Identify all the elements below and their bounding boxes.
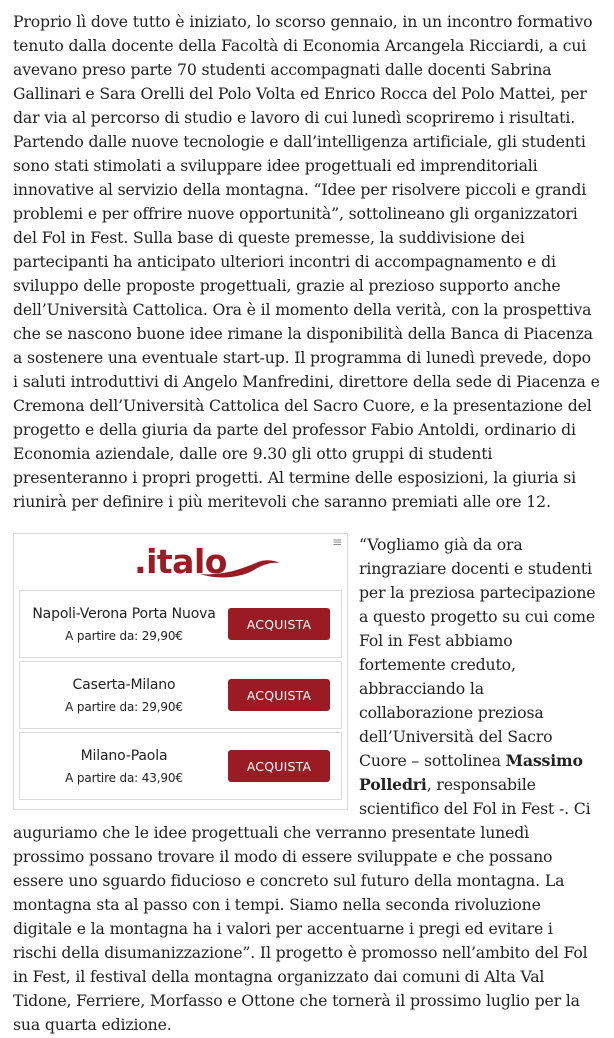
ad-offer-1 — [19, 590, 342, 658]
offer-route: Caserta-Milano — [72, 676, 176, 693]
italo-logo-text: .italo — [134, 542, 227, 581]
offer-price: A partire da: 43,90€ — [65, 770, 183, 785]
person-name: Massimo Polledri — [359, 751, 583, 794]
offer-price: A partire da: 29,90€ — [65, 699, 183, 714]
buy-button[interactable]: ACQUISTA — [228, 750, 330, 782]
ad-offer-2 — [19, 661, 342, 729]
quote-text-end: , responsabile scientifico del Fol in Fest -. Ci auguriamo che le idee progettuali che verranno presentate lunedì prossimo possano trovare il modo di essere sviluppate e che possano essere uno sguardo fiducioso e concreto sul futuro della montagna. La montagna sta al passo con i tempi. Siamo nella seconda rivoluzione digitale e la montagna ha i valori per accentuarne i pregi ed evitare i rischi della disumanizzazione”. Il progetto è promosso nell’ambito del Fol in Fest, il festival della montagna organizzato dai comuni di Alta Val Tidone, Ferriere, Morfasso e Ottone che tornerà il prossimo luglio per la sua quarta edizione. — [13, 775, 591, 1034]
buy-button[interactable]: ACQUISTA — [228, 679, 330, 711]
quote-text-start: “Vogliamo già da ora ringraziare docenti e studenti per la preziosa partecipazione a questo progetto su cui come Fol in Fest abbiamo fortemente creduto, abbracciando la collaborazione preziosa dell’Università del Sacro Cuore – sottolinea — [359, 535, 596, 770]
buy-button[interactable]: ACQUISTA — [228, 608, 330, 640]
offer-price: A partire da: 29,90€ — [65, 628, 183, 643]
italo-logo[interactable] — [14, 534, 347, 590]
offer-route: Napoli-Verona Porta Nuova — [32, 605, 216, 622]
italo-ad-banner[interactable] — [13, 533, 348, 810]
italo-swoosh-icon — [196, 556, 282, 582]
ad-menu-icon[interactable]: ≡ — [332, 535, 342, 549]
article-paragraph-1: Proprio lì dove tutto è iniziato, lo scorso gennaio, in un incontro formativo tenuto dalla docente della Facoltà di Economia Arcangela Ricciardi, a cui avevano preso parte 70 studenti accompagnati dalle docenti Sabrina Gallinari e Sara Orelli del Polo Volta ed Enrico Rocca del Polo Mattei, per dar via al percorso di studio e lavoro di cui lunedì scopriremo i risultati. Partendo dalle nuove tecnologie e dall’intelligenza artificiale, gli studenti sono stati stimolati a sviluppare idee progettuali ed imprenditoriali innovative al servizio della montagna. “Idee per risolvere piccoli e grandi problemi e per offrire nuove opportunità”, sottolineano gli organizzatori del Fol in Fest. Sulla base di queste premesse, la suddivisione dei partecipanti ha anticipato ulteriori incontri di accompagnamento e di sviluppo delle proposte progettuali, grazie al prezioso supporto anche dell’Università Cattolica. Ora è il momento della verità, con la prospettiva che se nascono buone idee rimane la disponibilità della Banca di Piacenza a sostenere una eventuale start-up. Il programma di lunedì prevede, dopo i saluti introduttivi di Angelo Manfredini, direttore della sede di Piacenza e Cremona dell’Università Cattolica del Sacro Cuore, e la presentazione del progetto e della giuria da parte del professor Fabio Antoldi, ordinario di Economia aziendale, dalle ore 9.30 gli otto gruppi di studenti presenteranno i propri progetti. Al termine delle esposizioni, la giuria si riunirà per definire i più meritevoli che saranno premiati alle ore 12. — [13, 12, 600, 511]
offer-route: Milano-Paola — [80, 747, 168, 764]
ad-offer-3 — [19, 732, 342, 800]
